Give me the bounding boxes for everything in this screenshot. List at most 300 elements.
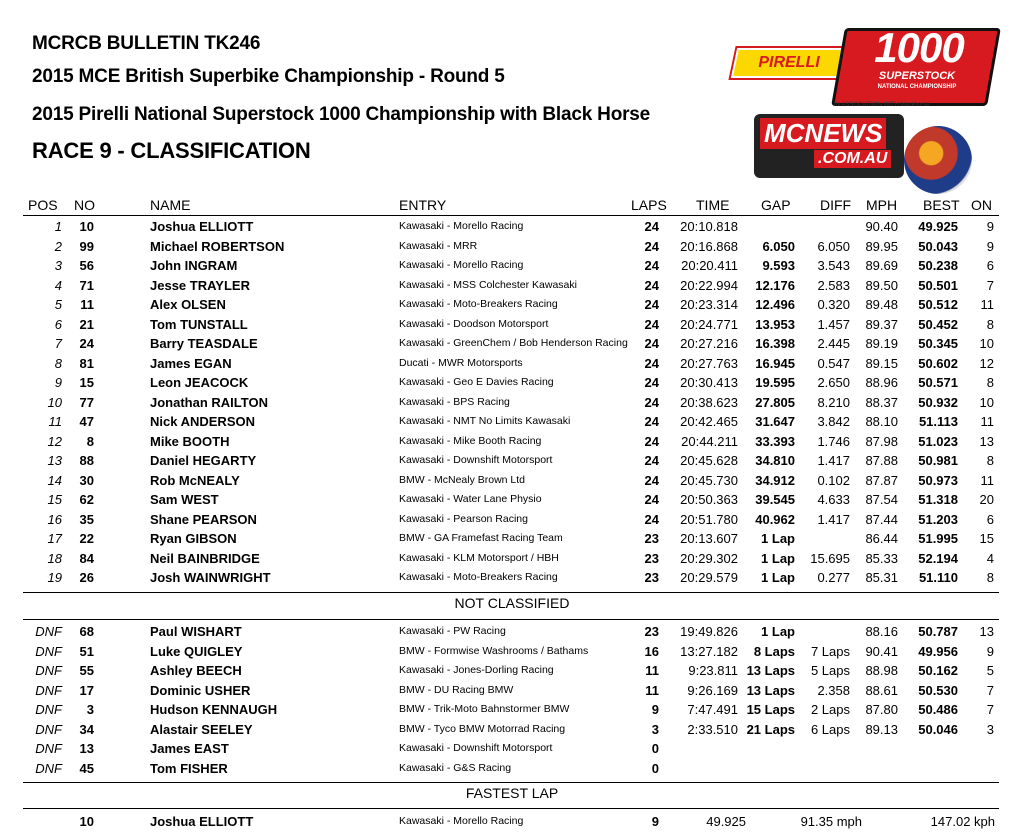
- cell-no: 88: [79, 453, 94, 468]
- cell-time: 20:27.216: [680, 336, 738, 351]
- cell-mph: 90.41: [865, 643, 898, 659]
- cell-no: 45: [79, 760, 94, 776]
- cell-entry: Kawasaki - Downshift Motorsport: [399, 454, 553, 466]
- cell-gap: 12.176: [755, 277, 795, 293]
- cell-diff: 1.457: [817, 316, 850, 332]
- cell-mph: 88.98: [865, 663, 898, 678]
- cell-pos: DNF: [35, 721, 62, 737]
- cell-best: 50.602: [918, 355, 958, 371]
- cell-name: Hudson KENNAUGH: [150, 702, 278, 717]
- cell-best: 50.452: [918, 316, 958, 332]
- cell-pos: DNF: [35, 760, 62, 776]
- cell-no: 13: [79, 741, 94, 756]
- result-row: [0, 739, 1024, 759]
- cell-diff: 0.320: [817, 297, 850, 312]
- fastest-lap-row: [0, 812, 1024, 832]
- cell-gap: 40.962: [755, 511, 795, 527]
- cell-mph: 87.87: [865, 472, 898, 488]
- cell-time: 20:30.413: [680, 375, 738, 390]
- result-row: [0, 237, 1024, 257]
- cell-no: 99: [79, 238, 94, 254]
- cell-entry: Kawasaki - GreenChem / Bob Henderson Racing: [399, 337, 628, 349]
- cell-name: Tom FISHER: [150, 760, 228, 776]
- cell-entry: Kawasaki - PW Racing: [399, 625, 506, 637]
- cell-laps: 9: [651, 702, 659, 717]
- cell-pos: 14: [47, 472, 62, 488]
- cell-pos: 11: [48, 414, 62, 429]
- cell-diff: 2.583: [817, 277, 850, 293]
- cell-name: Nick ANDERSON: [150, 414, 255, 429]
- result-row: [0, 661, 1024, 681]
- cell-laps: 24: [644, 219, 659, 234]
- cell-entry: Kawasaki - Jones-Dorling Racing: [399, 664, 554, 676]
- cell-no: 11: [80, 297, 94, 312]
- cell-laps: 24: [644, 297, 659, 312]
- cell-laps: 16: [644, 643, 659, 659]
- cell-time: 20:45.730: [680, 472, 738, 488]
- championship-logo: [726, 22, 996, 192]
- cell-no: 22: [79, 531, 94, 546]
- cell-pos: 18: [47, 550, 62, 566]
- cell-entry: Kawasaki - MSS Colchester Kawasaki: [399, 278, 577, 291]
- cell-mph: 89.48: [865, 297, 898, 312]
- result-row: [0, 642, 1024, 662]
- cell-pos: DNF: [35, 741, 62, 756]
- cell-on: 6: [986, 511, 994, 527]
- cell-no: 17: [79, 682, 94, 698]
- cell-laps: 24: [644, 414, 659, 429]
- cell-laps: 24: [644, 394, 659, 410]
- result-row: [0, 490, 1024, 510]
- cell-no: 71: [79, 277, 94, 293]
- cell-gap: 19.595: [755, 375, 795, 390]
- fastest-lap-heading: FASTEST LAP: [465, 785, 559, 801]
- cell-name: Dominic USHER: [150, 682, 251, 698]
- cell-entry: Kawasaki - G&S Racing: [399, 761, 512, 774]
- cell-entry: BMW - Tyco BMW Motorrad Racing: [399, 722, 566, 735]
- cell-laps: 24: [644, 336, 659, 351]
- cell-gap: 1 Lap: [761, 570, 795, 585]
- cell-diff: 5 Laps: [810, 663, 850, 678]
- cell-gap: 12.496: [755, 297, 795, 312]
- cell-entry: BMW - Trik-Moto Bahnstormer BMW: [399, 703, 570, 715]
- cell-mph: 85.33: [865, 550, 898, 566]
- divider: [23, 215, 999, 216]
- mcnews-logo: MCNEWS .COM.AU: [754, 114, 904, 178]
- cell-diff: 2 Laps: [810, 702, 850, 717]
- result-row: [0, 451, 1024, 471]
- cell-entry: Kawasaki - BPS Racing: [399, 395, 510, 408]
- cell-entry: BMW - Formwise Washrooms / Bathams: [399, 644, 589, 657]
- cell-pos: DNF: [35, 663, 62, 678]
- cell-mph: 87.54: [865, 492, 898, 507]
- cell-best: 51.203: [918, 511, 958, 527]
- cell-name: Luke QUIGLEY: [150, 643, 243, 659]
- cell-name: Tom TUNSTALL: [150, 316, 248, 332]
- cell-entry: Kawasaki - Doodson Motorsport: [399, 317, 549, 330]
- cell-gap: 1 Lap: [761, 531, 795, 546]
- cell-name: Jesse TRAYLER: [150, 277, 250, 293]
- cell-mph: 88.10: [865, 414, 898, 429]
- cell-diff: 1.417: [817, 511, 850, 527]
- cell-best: 50.571: [918, 375, 958, 390]
- cell-diff: 15.695: [810, 550, 850, 566]
- cell-time: 20:50.363: [680, 492, 738, 507]
- cell-gap: 27.805: [755, 394, 795, 410]
- cell-time: 20:44.211: [681, 433, 738, 449]
- cell-no: 84: [79, 550, 94, 566]
- cell-best: 50.043: [918, 238, 958, 254]
- cell-entry: Kawasaki - KLM Motorsport / HBH: [399, 551, 559, 564]
- cell-time: 20:45.628: [680, 453, 738, 468]
- cell-on: 7: [986, 702, 994, 717]
- col-mph: MPH: [866, 197, 898, 213]
- cell-time: 20:10.818: [680, 219, 738, 234]
- cell-mph: 89.15: [865, 355, 898, 371]
- divider: [23, 592, 999, 593]
- cell-name: Jonathan RAILTON: [150, 394, 268, 410]
- cell-time: 20:38.623: [680, 394, 738, 410]
- fastest-lap-time: 49.925: [706, 814, 746, 829]
- cell-laps: 24: [644, 355, 659, 371]
- cell-on: 8: [986, 375, 994, 390]
- divider: [23, 782, 999, 783]
- cell-diff: 0.102: [817, 472, 850, 488]
- cell-name: Alex OLSEN: [150, 297, 226, 312]
- cell-no: 34: [79, 721, 94, 737]
- superstock-1000: 1000: [874, 24, 964, 71]
- cell-time: 2:33.510: [687, 721, 738, 737]
- cell-diff: 6.050: [817, 238, 850, 254]
- cell-best: 50.238: [918, 258, 958, 273]
- result-row: [0, 412, 1024, 432]
- cell-laps: 11: [645, 682, 659, 698]
- cell-no: 10: [79, 219, 94, 234]
- cell-gap: 13 Laps: [746, 682, 795, 698]
- divider: [23, 619, 999, 620]
- cell-time: 20:22.994: [680, 277, 738, 293]
- cell-laps: 24: [644, 258, 659, 273]
- cell-time: 19:49.826: [680, 624, 738, 639]
- cell-on: 11: [980, 472, 994, 488]
- cell-entry: Kawasaki - Mike Booth Racing: [399, 434, 542, 447]
- cell-name: Barry TEASDALE: [150, 336, 258, 351]
- cell-no: 62: [79, 492, 94, 507]
- cell-no: 77: [79, 394, 94, 410]
- cell-pos: 12: [47, 433, 62, 449]
- cell-mph: 87.80: [865, 702, 898, 717]
- cell-time: 20:24.771: [680, 316, 738, 332]
- cell-on: 8: [986, 453, 994, 468]
- pirelli-logo: PIRELLI: [731, 48, 847, 78]
- cell-mph: 85.31: [865, 570, 898, 585]
- cell-mph: 88.16: [865, 624, 898, 639]
- cell-on: 8: [986, 570, 994, 585]
- cell-diff: 0.277: [817, 570, 850, 585]
- cell-pos: DNF: [35, 702, 62, 717]
- cell-laps: 3: [651, 721, 659, 737]
- cell-diff: 3.543: [817, 258, 850, 273]
- cell-gap: 1 Lap: [761, 550, 795, 566]
- cell-pos: 9: [54, 375, 62, 390]
- cell-laps: 24: [644, 238, 659, 254]
- cell-laps: 23: [644, 624, 659, 639]
- cell-pos: 7: [54, 336, 62, 351]
- cell-best: 50.512: [918, 297, 958, 312]
- cell-on: 10: [979, 336, 994, 351]
- championship-title: 2015 MCE British Superbike Championship - Round 5: [32, 66, 505, 87]
- cell-on: 13: [979, 433, 994, 449]
- fastest-lap-name: Joshua ELLIOTT: [150, 814, 254, 829]
- cell-name: Shane PEARSON: [150, 511, 257, 527]
- cell-mph: 89.50: [865, 277, 898, 293]
- cell-pos: 13: [47, 453, 62, 468]
- cell-diff: 1.746: [817, 433, 850, 449]
- result-row: [0, 681, 1024, 701]
- cell-best: 51.318: [918, 492, 958, 507]
- cell-laps: 24: [644, 433, 659, 449]
- cell-entry: Kawasaki - Pearson Racing: [399, 512, 528, 525]
- cell-mph: 89.13: [865, 721, 898, 737]
- cell-no: 15: [79, 375, 94, 390]
- cell-laps: 24: [644, 316, 659, 332]
- col-gap: GAP: [761, 197, 791, 213]
- result-row: [0, 529, 1024, 549]
- cell-mph: 90.40: [865, 219, 898, 234]
- cell-best: 50.501: [918, 277, 958, 293]
- fastest-lap-kph: 147.02 kph: [930, 814, 995, 829]
- cell-time: 20:27.763: [680, 355, 738, 371]
- cell-laps: 24: [644, 492, 659, 507]
- cell-best: 51.023: [918, 433, 958, 449]
- superstock-label: SUPERSTOCK: [878, 70, 956, 82]
- result-row: [0, 276, 1024, 296]
- cell-name: Sam WEST: [150, 492, 219, 507]
- cell-best: 50.046: [918, 721, 958, 737]
- cell-on: 6: [986, 258, 994, 273]
- result-row: [0, 256, 1024, 276]
- result-row: [0, 217, 1024, 237]
- cell-pos: 10: [47, 394, 62, 410]
- cell-best: 49.956: [918, 643, 958, 659]
- col-time: TIME: [696, 197, 730, 213]
- cell-best: 49.925: [918, 219, 958, 234]
- cell-on: 9: [986, 643, 994, 659]
- cell-pos: 1: [54, 219, 62, 234]
- cell-best: 50.486: [918, 702, 958, 717]
- cell-entry: Ducati - MWR Motorsports: [399, 356, 523, 369]
- cell-pos: DNF: [35, 624, 62, 639]
- series-title: 2015 Pirelli National Superstock 1000 Championship with Black Horse: [32, 104, 651, 125]
- cell-mph: 87.44: [865, 511, 898, 527]
- cell-gap: 34.912: [755, 472, 795, 488]
- cell-name: Michael ROBERTSON: [150, 238, 285, 254]
- cell-diff: 4.633: [817, 492, 850, 507]
- fastest-lap-entry: Kawasaki - Morello Racing: [399, 815, 524, 827]
- result-row: [0, 295, 1024, 315]
- cell-mph: 89.37: [865, 316, 898, 332]
- cell-diff: 1.417: [817, 453, 850, 468]
- cell-best: 50.981: [918, 453, 958, 468]
- cell-diff: 2.445: [817, 336, 850, 351]
- cell-name: John INGRAM: [150, 258, 238, 273]
- result-row: [0, 393, 1024, 413]
- cell-gap: 1 Lap: [761, 624, 795, 639]
- cell-entry: Kawasaki - Morello Racing: [399, 220, 524, 232]
- cell-no: 8: [86, 433, 94, 449]
- cell-entry: Kawasaki - Moto-Breakers Racing: [399, 571, 558, 583]
- divider: [23, 808, 999, 809]
- cell-gap: 21 Laps: [746, 721, 795, 737]
- cell-laps: 24: [644, 277, 659, 293]
- cell-diff: 2.650: [817, 375, 850, 390]
- cell-no: 35: [79, 511, 94, 527]
- cell-laps: 23: [644, 550, 659, 566]
- cell-best: 50.345: [918, 336, 958, 351]
- cell-on: 5: [986, 663, 994, 678]
- cell-pos: 17: [47, 531, 62, 546]
- cell-no: 47: [79, 414, 94, 429]
- cell-time: 9:23.811: [688, 663, 738, 678]
- cell-on: 3: [986, 721, 994, 737]
- cell-time: 20:29.579: [680, 570, 738, 585]
- col-best: BEST: [923, 197, 960, 213]
- result-row: [0, 471, 1024, 491]
- result-row: [0, 759, 1024, 779]
- cell-on: 10: [979, 394, 994, 410]
- cell-entry: Kawasaki - MRR: [399, 239, 478, 252]
- cell-name: Ashley BEECH: [150, 663, 242, 678]
- cell-best: 51.113: [918, 414, 958, 429]
- cell-best: 51.110: [918, 570, 958, 585]
- cell-gap: 33.393: [755, 433, 795, 449]
- association-label: IN ASSOCIATION WITH blackhorse: [834, 102, 930, 108]
- cell-laps: 24: [644, 453, 659, 468]
- col-name: NAME: [150, 197, 191, 213]
- cell-gap: 16.398: [755, 336, 795, 351]
- cell-on: 15: [979, 531, 994, 546]
- cell-name: Ryan GIBSON: [150, 531, 237, 546]
- result-row: [0, 354, 1024, 374]
- cell-laps: 0: [651, 760, 659, 776]
- cell-name: Mike BOOTH: [150, 433, 230, 449]
- cell-gap: 15 Laps: [746, 702, 795, 717]
- cell-best: 50.973: [918, 472, 958, 488]
- cell-entry: Kawasaki - Downshift Motorsport: [399, 742, 553, 754]
- result-row: [0, 432, 1024, 452]
- cell-on: 13: [979, 624, 994, 639]
- cell-best: 50.162: [918, 663, 958, 678]
- cell-on: 8: [986, 316, 994, 332]
- cell-time: 7:47.491: [687, 702, 738, 717]
- col-entry: ENTRY: [399, 197, 447, 213]
- cell-best: 52.194: [918, 550, 958, 566]
- col-pos: POS: [28, 197, 58, 213]
- cell-mph: 89.69: [865, 258, 898, 273]
- result-row: [0, 700, 1024, 720]
- cell-name: James EGAN: [150, 355, 232, 371]
- cell-time: 20:16.868: [680, 238, 738, 254]
- cell-mph: 88.37: [865, 394, 898, 410]
- col-on: ON: [971, 197, 992, 213]
- cell-gap: 39.545: [755, 492, 795, 507]
- cell-mph: 89.95: [865, 238, 898, 254]
- cell-mph: 87.88: [865, 453, 898, 468]
- cell-entry: BMW - McNealy Brown Ltd: [399, 473, 526, 486]
- cell-entry: Kawasaki - Water Lane Physio: [399, 493, 542, 505]
- cell-no: 24: [79, 336, 94, 351]
- cell-on: 11: [980, 297, 994, 312]
- race-title: RACE 9 - CLASSIFICATION: [32, 138, 311, 163]
- result-row: [0, 622, 1024, 642]
- cell-time: 20:20.411: [681, 258, 738, 273]
- cell-name: Daniel HEGARTY: [150, 453, 257, 468]
- cell-on: 11: [980, 414, 994, 429]
- cell-pos: 6: [54, 316, 62, 332]
- cell-name: James EAST: [150, 741, 229, 756]
- cell-time: 20:29.302: [680, 550, 738, 566]
- rider-icon: [904, 126, 972, 194]
- cell-entry: Kawasaki - NMT No Limits Kawasaki: [399, 415, 571, 427]
- cell-pos: 19: [47, 570, 62, 585]
- result-row: [0, 549, 1024, 569]
- cell-pos: 5: [54, 297, 62, 312]
- cell-diff: 8.210: [817, 394, 850, 410]
- cell-gap: 6.050: [762, 238, 795, 254]
- cell-laps: 24: [644, 472, 659, 488]
- cell-mph: 89.19: [865, 336, 898, 351]
- cell-best: 50.530: [918, 682, 958, 698]
- cell-laps: 0: [651, 741, 659, 756]
- cell-entry: Kawasaki - Geo E Davies Racing: [399, 376, 554, 388]
- cell-entry: Kawasaki - Moto-Breakers Racing: [399, 298, 558, 310]
- cell-time: 20:51.780: [680, 511, 738, 527]
- cell-laps: 23: [644, 531, 659, 546]
- cell-name: Rob McNEALY: [150, 472, 240, 488]
- cell-gap: 13 Laps: [746, 663, 795, 678]
- result-row: [0, 373, 1024, 393]
- cell-pos: 16: [47, 511, 62, 527]
- cell-no: 68: [79, 624, 94, 639]
- cell-pos: 2: [54, 238, 62, 254]
- cell-diff: 2.358: [817, 682, 850, 698]
- not-classified-heading: NOT CLASSIFIED: [454, 595, 570, 611]
- cell-no: 51: [79, 643, 94, 659]
- cell-pos: 15: [47, 492, 62, 507]
- cell-no: 81: [79, 355, 94, 371]
- result-row: [0, 334, 1024, 354]
- result-row: [0, 510, 1024, 530]
- cell-name: Joshua ELLIOTT: [150, 219, 254, 234]
- col-no: NO: [74, 197, 95, 213]
- cell-laps: 24: [644, 375, 659, 390]
- cell-gap: 9.593: [762, 258, 795, 273]
- cell-diff: 3.842: [817, 414, 850, 429]
- cell-best: 50.932: [918, 394, 958, 410]
- cell-diff: 7 Laps: [810, 643, 850, 659]
- cell-laps: 11: [645, 663, 659, 678]
- result-row: [0, 315, 1024, 335]
- cell-entry: Kawasaki - Morello Racing: [399, 259, 524, 271]
- cell-gap: 13.953: [755, 316, 795, 332]
- fastest-lap-no: 10: [79, 814, 94, 829]
- national-championship-label: NATIONAL CHAMPIONSHIP: [877, 84, 957, 90]
- cell-gap: 16.945: [755, 355, 795, 371]
- cell-no: 30: [79, 472, 94, 488]
- cell-on: 12: [979, 355, 994, 371]
- cell-no: 26: [79, 570, 94, 585]
- cell-name: Alastair SEELEY: [150, 721, 253, 737]
